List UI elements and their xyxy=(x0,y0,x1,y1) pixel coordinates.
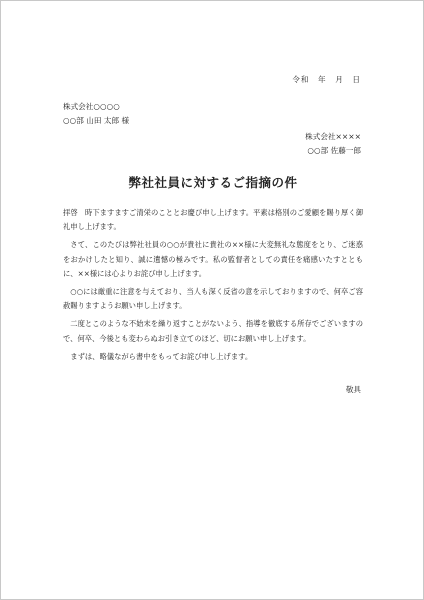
letter-body xyxy=(63,206,363,368)
recipient-person: ○○部 山田 太郎 様 xyxy=(63,116,130,125)
letter-title: 弊社社員に対するご指摘の件 xyxy=(128,175,298,190)
letter-date: 令和 年 月 日 xyxy=(292,75,361,84)
body-paragraph: 拝啓 時下ますますご清栄のこととお慶び申し上げます。平素は格別のご愛顧を賜り厚く御礼申し上げます。 xyxy=(63,208,363,232)
recipient-company: 株式会社○○○○ xyxy=(63,102,120,111)
closing-word: 敬具 xyxy=(345,385,361,394)
body-paragraph: まずは、略儀ながら書中をもってお詫び申し上げます。 xyxy=(70,351,253,361)
body-paragraph: さて、このたびは弊社社員の○○が貴社に貴社の××様に大変無礼な態度をとり、ご迷惑をおかけしたと知り、誠に遺憾の極みです。私の監督者としての責任を痛感いたすとともに、××様には心よりお詫び申し上げます。 xyxy=(63,240,363,279)
body-paragraph: 二度とこのような不始末を繰り返すことがないよう、指導を徹底する所存でございますので、何卒、今後とも変わらぬお引き立てのほど、切にお願い申し上げます。 xyxy=(63,319,363,343)
sender-person: ○○部 佐藤一郎 xyxy=(307,146,361,155)
sender-company: 株式会社×××× xyxy=(305,132,361,141)
body-paragraph: ○○には厳重に注意を与えており、当人も深く反省の意を示しておりますので、何卒ご容赦賜りますようお願い申し上げます。 xyxy=(63,287,363,311)
